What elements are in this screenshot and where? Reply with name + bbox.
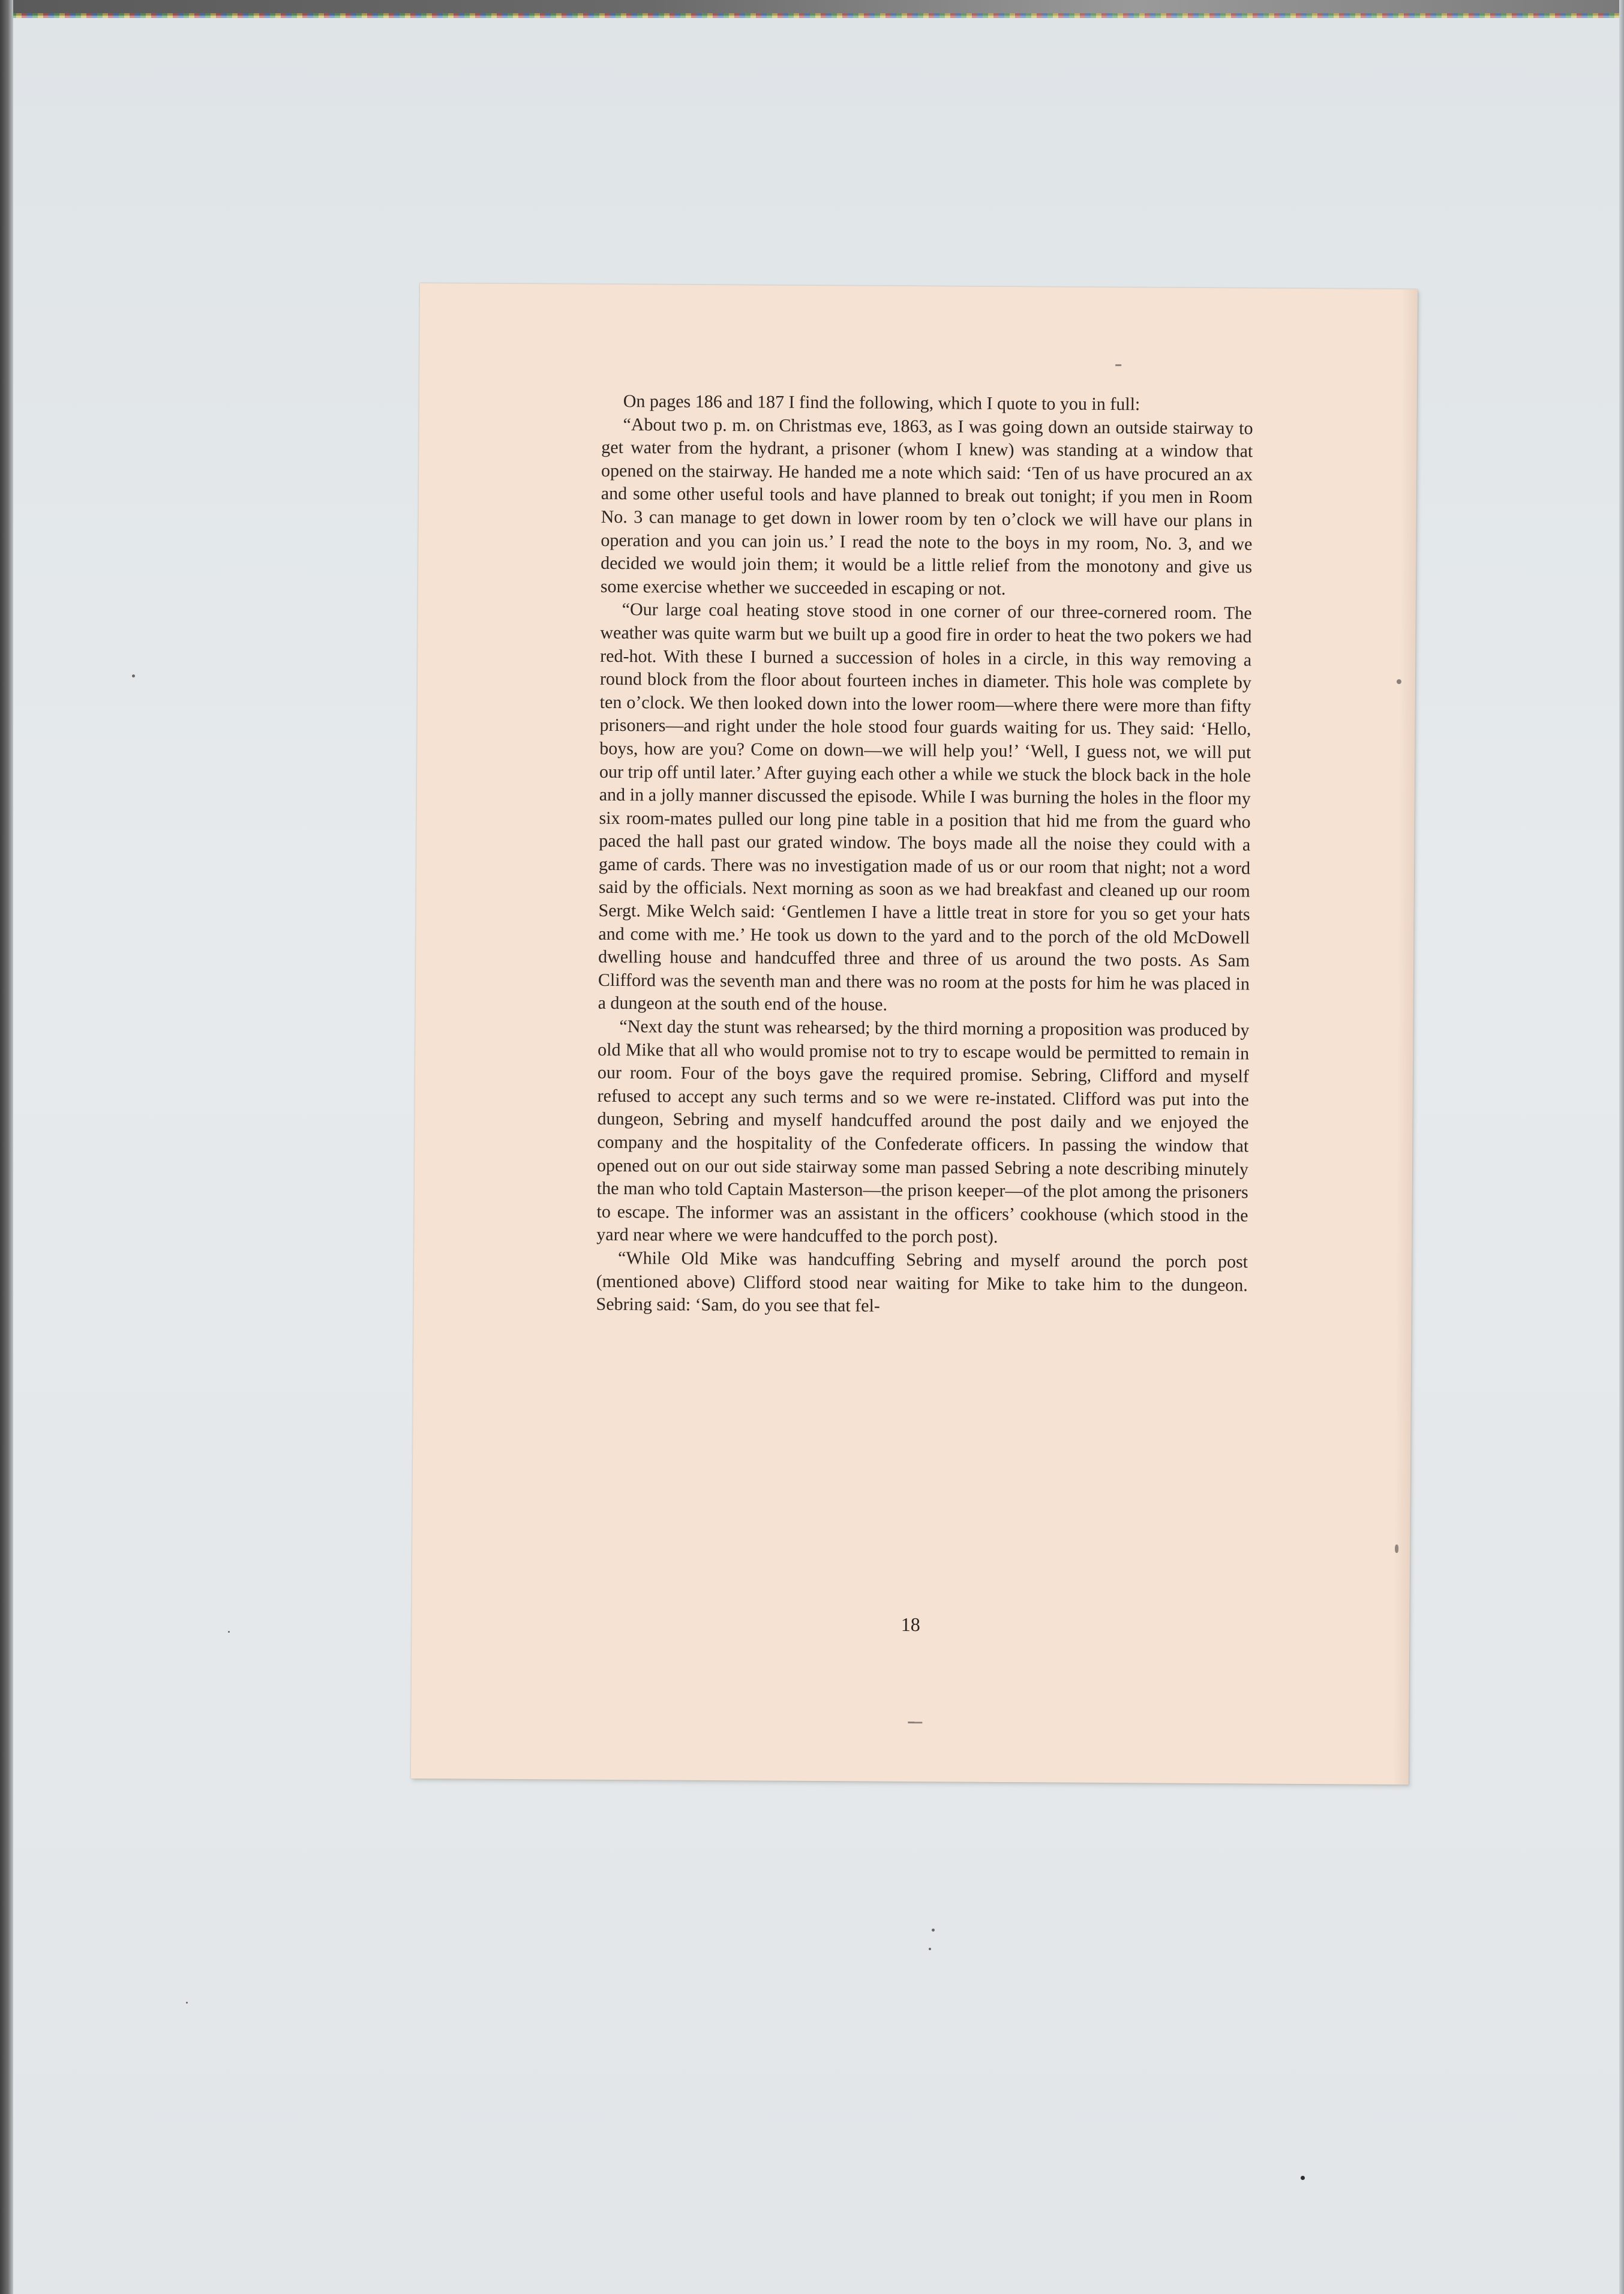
paragraph-intro: On pages 186 and 187 I find the following, which I quote to you in full: [623,391,1140,415]
ink-dash [908,1722,922,1723]
dust-speck [932,1929,935,1932]
dust-speck [1301,2176,1305,2180]
paragraph-quote-4: “While Old Mike was handcuffing Sebring and myself around the porch post (mentioned above) Clifford stood near waiting for Mike to take him to the dungeon. Sebring said: ‘Sam, do you see that fel- [596,1248,1248,1316]
dust-speck [132,674,135,677]
document-page [411,283,1418,1785]
ink-dash [1115,364,1121,366]
dust-speck [228,1631,230,1633]
body-text [596,390,1253,1320]
scanner-right-edge [1619,0,1624,2294]
dust-speck [929,1948,931,1950]
margin-mark [1397,679,1401,684]
paragraph-quote-2: “Our large coal heating stove stood in one corner of our three-cornered room. The weather was quite warm but we built up a good fire in order to heat the two pokers we had red-hot. With these I burned a succession of holes in a circle, in this way removing a round block from the floor about fourteen inches in diameter. This hole was complete by ten o’clock. We then looked down into the lower room—where there were more than fifty prisoners—and right under the hole stood four guards waiting for us. They said: ‘Hello, boys, how are you? Come on down—we will help you!’ ‘Well, I guess not, we will put our trip off until later.’ After guying each other a while we stuck the block back in the hole and in a jolly manner discussed the episode. While I was burning the holes in the floor my six room-mates pulled our long pine table in a position that hid me from the guard who paced the hall past our grated window. The boys made all the noise they could with a game of cards. There was no investigation made of us or our room that night; not a word said by the officials. Next morning as soon as we had breakfast and cleaned up our room Sergt. Mike Welch said: ‘Gentlemen I have a little treat in store for you so get your hats and come with me.’ He took us down to the yard and to the porch of the old McDowell dwelling house and handcuffed three and three of us around the two posts. As Sam Clifford was the seventh man and there was no room at the posts for him he was placed in a dungeon at the south end of the house. [598,599,1252,1015]
paragraph-quote-1: “About two p. m. on Christmas eve, 1863, as I was going down an outside stairway to get water from the hydrant, a prisoner (whom I knew) was standing at a window that opened on the stairway. He handed me a note which said: ‘Ten of us have procured an ax and some other useful tools and have planned to break out tonight; if you men in Room No. 3 can manage to get down in lower room by ten o’clock we will have our plans in operation and you can join us.’ I read the note to the boys in my room, No. 3, and we decided we would join them; it would be a little relief from the monotony and give us some exercise whether we succeeded in escaping or not. [600,414,1253,599]
scanner-left-edge [0,0,13,2294]
scanner-color-strip [0,13,1624,18]
dust-speck [186,2002,188,2004]
paragraph-quote-3: “Next day the stunt was rehearsed; by the third morning a proposition was produced by old Mike that all who would promise not to try to escape would be permitted to remain in our room. Four of the boys gave the required promise. Sebring, Clifford and myself refused to accept any such terms and so we were re-instated. Clifford was put into the dungeon, Sebring and myself handcuffed around the post daily and we enjoyed the company and the hospitality of the Confederate officers. In passing the window that opened out on our out side stairway some man passed Sebring a note describing minutely the man who told Captain Masterson—the prison keeper—of the plot among the prisoners to escape. The informer was an assistant in the officers’ cookhouse (which stood in the yard near where we were handcuffed to the porch post). [596,1016,1250,1248]
margin-mark [1395,1545,1398,1553]
page-number: 18 [900,1613,920,1636]
